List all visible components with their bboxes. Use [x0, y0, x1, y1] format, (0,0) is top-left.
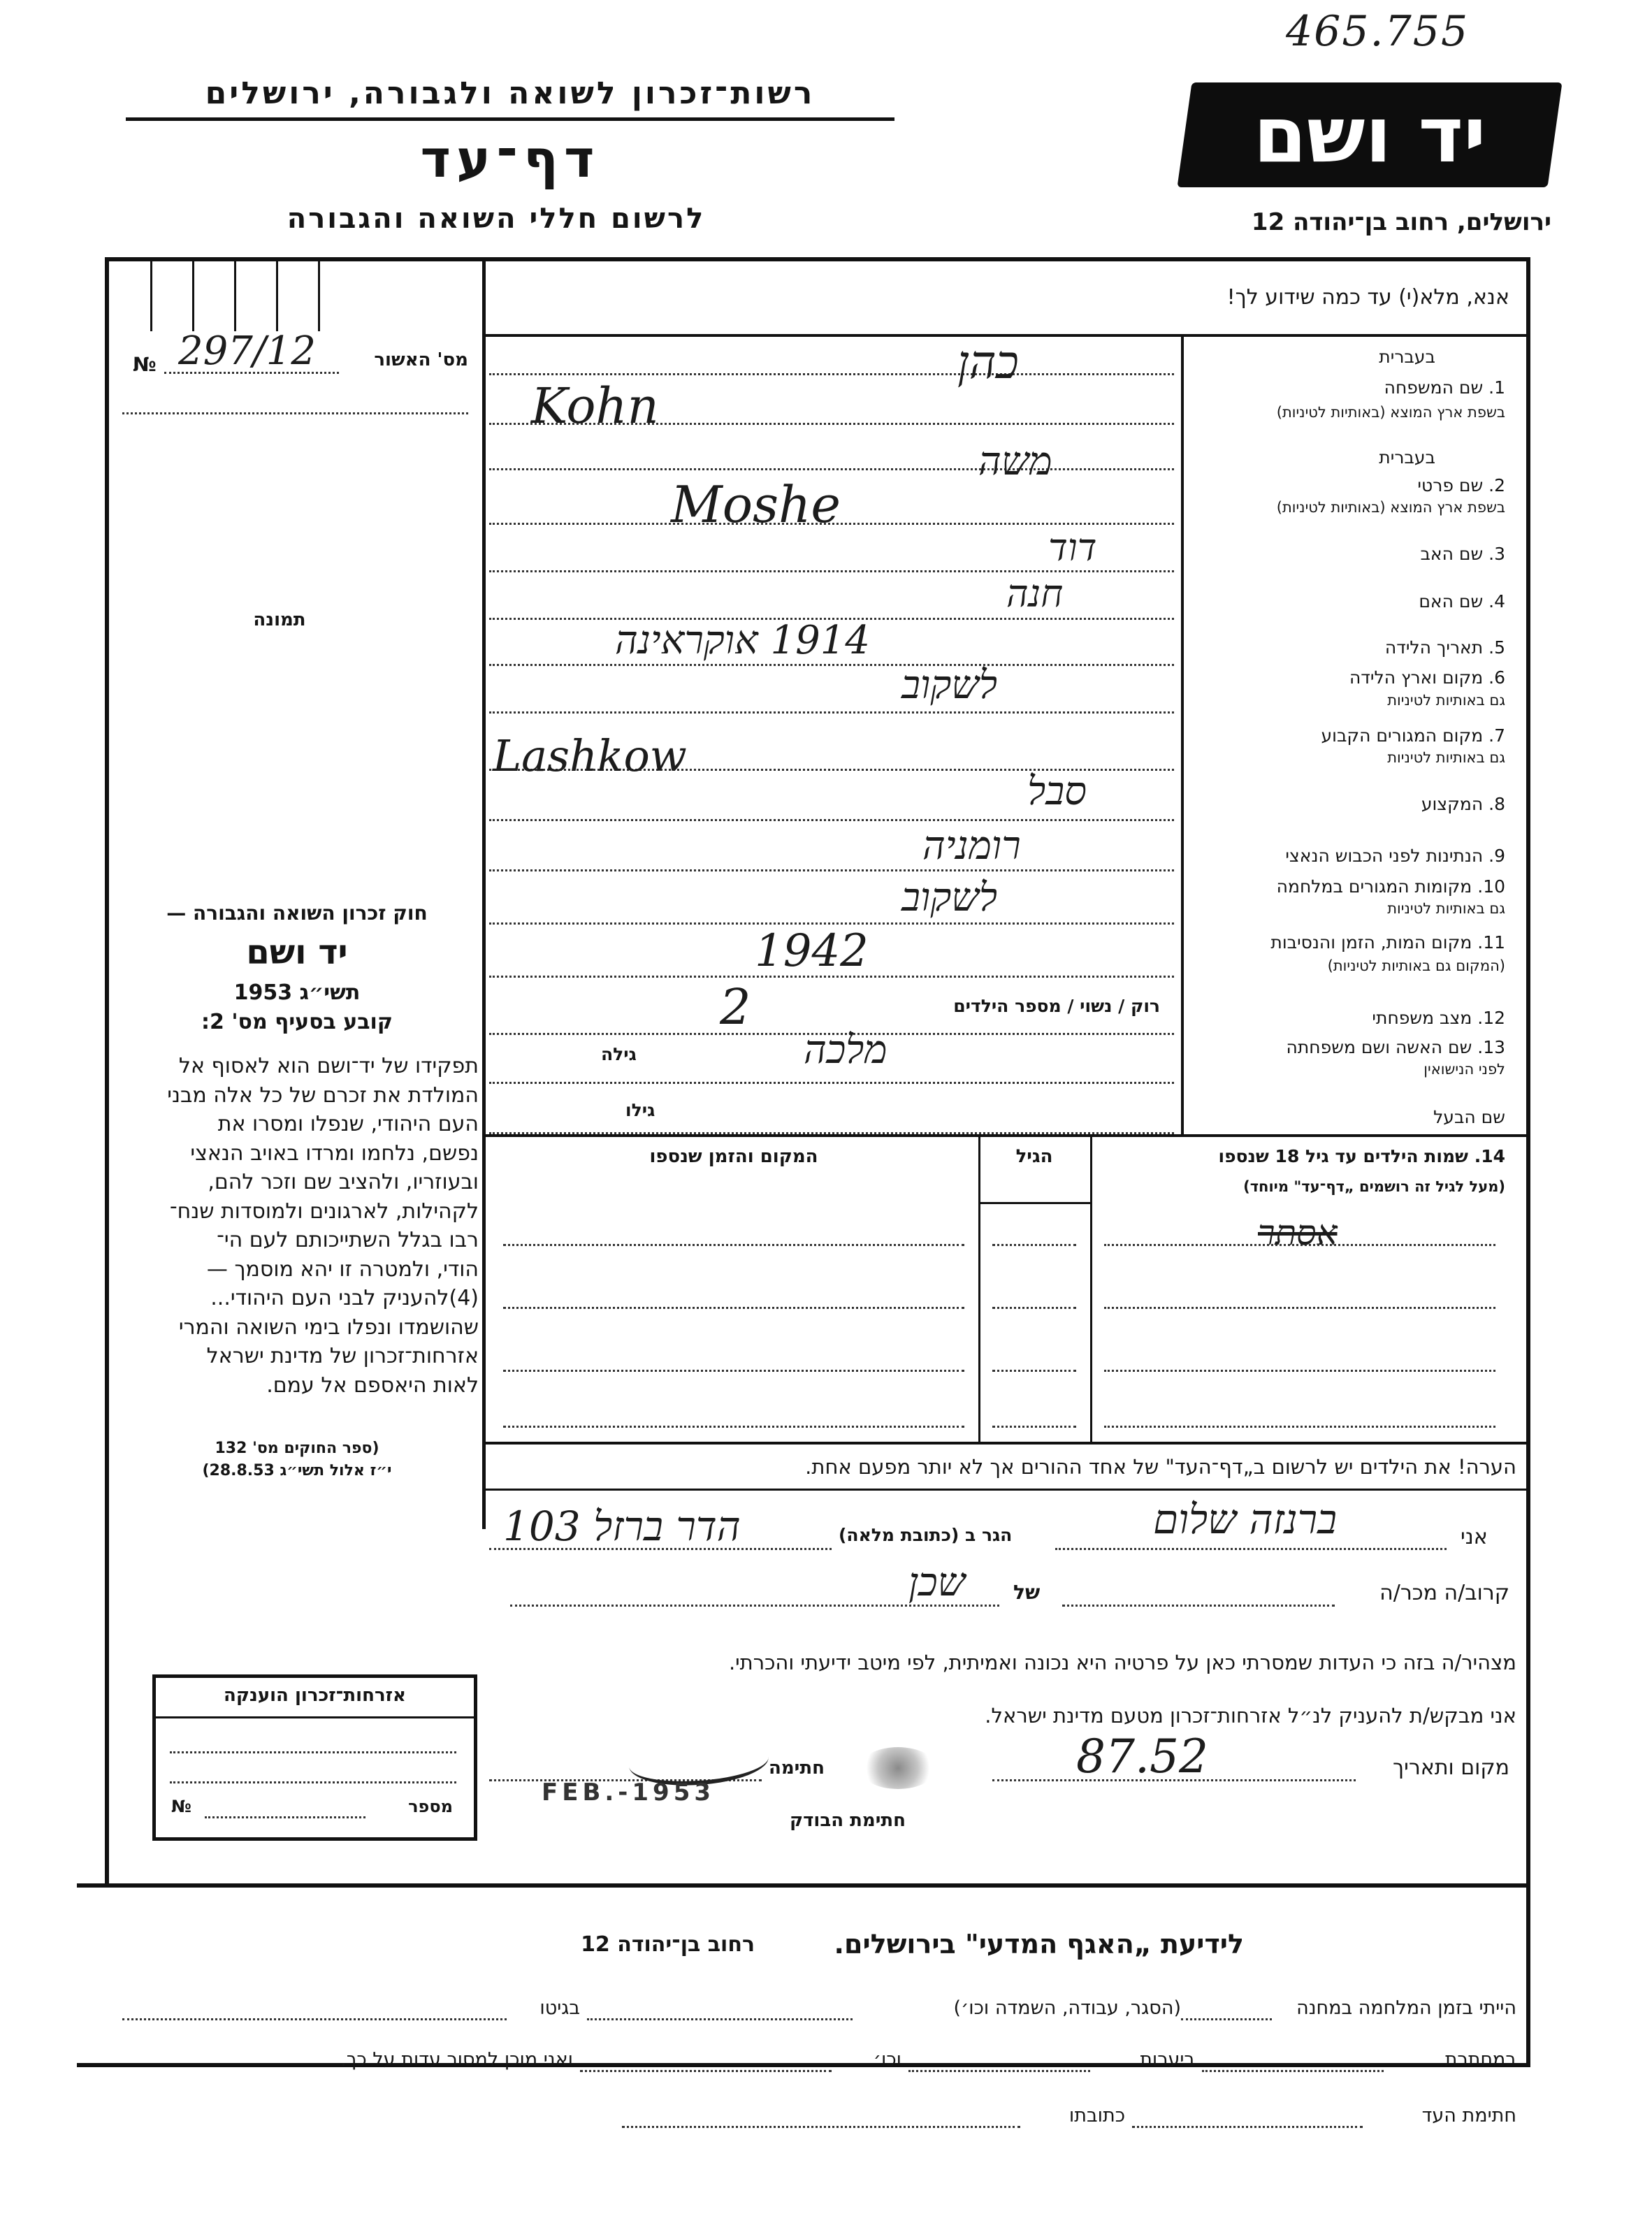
wartime-residence-value: לשקוב [901, 875, 998, 920]
children-label: 14. שמות הילדים עד גיל 18 שנספו [1218, 1146, 1505, 1166]
place-date-label: מקום ותאריך [1393, 1755, 1509, 1780]
note-text: הערה! את הילדים יש לרשום ב„דף־העד" של אחד ההורים אך לא יותר מפעם אחת. [805, 1455, 1516, 1479]
citizenship-box-title: אזרחות־זכרון הוענקה [224, 1685, 406, 1706]
law-heading: חוק זכרון השואה והגבורה — [166, 902, 428, 925]
field-6-label: 6. מקום וארץ הלידה [1349, 667, 1505, 688]
law-line: אזרחות־זכרון של מדינת ישראל [206, 1344, 479, 1368]
firstname-latin-value: Moshe [671, 475, 841, 534]
law-line: נפשם, נלחמו ומרדו באויב הנאצי [190, 1141, 479, 1166]
children-count-value: 2 [720, 978, 751, 1036]
field-7-sub: גם באותיות לטיניות [1387, 749, 1505, 766]
label-column-divider [1181, 334, 1184, 1134]
law-clause: קובע בסעיף מס' 2: [201, 1010, 393, 1034]
law-line: לאות היאספם אל עמם. [266, 1373, 479, 1398]
law-line: ובעוזריו, ולהציב שם וזכר להם, [208, 1170, 479, 1194]
answer-line [489, 664, 1174, 666]
field-4-label: 4. שם האם [1419, 591, 1505, 611]
law-line: לקהילות, לארגונים ולמוסדות שנח־ [169, 1199, 479, 1224]
relative-label: קרוב/ה מכר/ה [1379, 1581, 1509, 1605]
address-line: ירושלים, רחוב בן־יהודה 12 [1251, 208, 1551, 236]
form-title: דף־עד [420, 129, 600, 189]
signature-smudge [860, 1747, 936, 1789]
law-line: העם היהודי, שנפלו ומסרו את [217, 1112, 479, 1136]
ghetto-label: בגיטו [539, 1997, 580, 2019]
death-year-value: 1942 [755, 925, 869, 977]
camp-types: (הסגר, עבודה, השמדה וכו׳) [953, 1997, 1181, 2019]
form-subtitle: לרשום חללי השואה והגבורה [287, 203, 706, 235]
note-rule [486, 1442, 1527, 1445]
underground-line [1202, 2070, 1384, 2072]
etc-label: וכו׳ [873, 2049, 901, 2071]
surname-latin-value: Kohn [531, 377, 659, 435]
law-name: יד ושם [246, 933, 348, 972]
birth-date-value: 1914 אוקראינה [615, 618, 871, 663]
children-col-1 [1090, 1134, 1092, 1442]
law-line: רבו בגלל השתייכותם לעם הי־ [217, 1228, 479, 1252]
children-row-line [992, 1370, 1076, 1372]
field-9-label: 9. הנתינות לפני הכבוש הנאצי [1285, 846, 1505, 866]
children-col-place: המקום והזמן שנספו [649, 1146, 818, 1167]
mother-name-value: חנה [1006, 572, 1064, 616]
answer-line [489, 819, 1174, 821]
field-11-label: 11. מקום המות, הזמן והנסיבות [1270, 932, 1505, 953]
testimony-label: ואני מוכן למסור עדות על כך. [340, 2049, 573, 2071]
approval-grid [108, 261, 482, 331]
answer-line [489, 922, 1174, 925]
field-10-sub: גם באותיות לטיניות [1387, 900, 1505, 917]
bottom-title: לידיעת „האגף המדעי" בירושלים. [834, 1929, 1244, 1960]
children-header-rule [978, 1202, 1090, 1204]
witness-address-label: כתובתו [1068, 2105, 1125, 2127]
field-2-sub: בשפת ארץ המוצא (באותיות לטיניות) [1276, 499, 1505, 516]
child-name-value: אסתר [1258, 1212, 1338, 1253]
declare-line: מצהיר/ה בזה כי העדות שמסרתי כאן על פרטיה היא נכונה ואמיתית, לפי מיטב ידיעתי והכרתי. [728, 1651, 1516, 1674]
children-table-top [486, 1134, 1527, 1137]
of-value: שכן [908, 1560, 966, 1605]
frame-right [1526, 257, 1530, 2067]
field-6-sub: גם באותיות לטיניות [1387, 692, 1505, 709]
children-col-age: הגיל [1015, 1146, 1053, 1167]
witness-address-line [622, 2126, 1020, 2128]
approval-prefix: № [133, 353, 157, 376]
children-row-line [992, 1244, 1076, 1246]
answer-line [489, 869, 1174, 871]
header-rule [126, 117, 894, 121]
field-11-sub: (המקום גם באותיות לטיניות) [1327, 957, 1505, 974]
field-1-sub: בשפת ארץ המוצא (באותיות לטיניות) [1276, 404, 1505, 421]
children-col-2 [978, 1134, 980, 1442]
signature-label: חתימה [769, 1758, 825, 1779]
left-column-divider [482, 257, 486, 1529]
law-line: הודי, ולמטרה זו יהא מוסמך — [206, 1257, 479, 1282]
frame-left [105, 257, 109, 1887]
wife-age-label: גילה [601, 1044, 637, 1064]
field-5-label: 5. תאריך הלידה [1384, 637, 1505, 658]
checker-signature-label: חתימת הבודק [790, 1810, 906, 1831]
archive-number: 465.755 [1286, 7, 1470, 56]
law-ref-2: י״ז אלול תשי״ג 28.8.53) [202, 1462, 392, 1479]
children-row-line [1104, 1426, 1495, 1428]
approval-label: מס' האשור [374, 349, 468, 370]
citizenship-number-label: מספר [408, 1797, 453, 1816]
camp-line-2 [587, 2018, 853, 2020]
citizenship-value: רומניה [922, 823, 1021, 869]
field-12-label: 12. מצב משפחתי [1372, 1008, 1505, 1028]
declarant-i-label: אני [1461, 1525, 1488, 1549]
children-row-line [503, 1370, 964, 1372]
field-3-label: 3. שם האב [1420, 544, 1505, 564]
photo-label: תמונה [253, 609, 306, 630]
forests-label: ביערות [1140, 2049, 1195, 2071]
law-body [115, 1052, 479, 1400]
date-stamp: FEB.-1953 [542, 1779, 716, 1807]
field-8-label: 8. המקצוע [1421, 794, 1505, 814]
marital-options: רוק / נשוי / מספר הילדים [953, 996, 1160, 1016]
approval-underline [122, 412, 468, 414]
children-row-line [1104, 1370, 1495, 1372]
birth-place-value: לשקוב [901, 663, 998, 708]
answer-line [489, 468, 1174, 470]
children-row-line [992, 1426, 1076, 1428]
children-sub: (מעל לגיל זה רושמים „דף־עד" מיוחד) [1243, 1178, 1505, 1195]
camp-line [1181, 2018, 1272, 2020]
approval-dotted-line [164, 372, 339, 374]
husband-label: שם הבעל [1433, 1107, 1505, 1127]
bottom-address: רחוב בן־יהודה 12 [581, 1932, 755, 1957]
residence-latin-value: Lashkow [493, 730, 687, 781]
field-10-label: 10. מקומות המגורים במלחמה [1276, 876, 1505, 897]
of-label: של [1013, 1581, 1041, 1604]
field-7-label: 7. מקום המגורים הקבוע [1321, 725, 1505, 746]
children-row-line [503, 1307, 964, 1309]
field-13-sub: לפני הנישואין [1423, 1061, 1505, 1078]
law-line: המולדת את זכרם של כל אלה מבני [167, 1083, 479, 1108]
witness-signature-label: חתימת העד [1421, 2105, 1516, 2127]
husband-age-label: גילו [625, 1100, 655, 1120]
children-row-line [503, 1244, 964, 1246]
declarant-name-line [1055, 1548, 1447, 1550]
law-line: שהושמדו ונפלו בימי השואה והמרי [178, 1315, 479, 1340]
field-1-label: 1. שם המשפחה [1384, 377, 1505, 398]
yad-vashem-logo [1177, 82, 1562, 187]
witness-signature-line [1132, 2126, 1363, 2128]
forests-line [908, 2070, 1090, 2072]
note-bottom-rule [486, 1489, 1527, 1491]
etc-line [580, 2070, 832, 2072]
children-row-line [992, 1307, 1076, 1309]
surname-hebrew-value: כהן [957, 335, 1019, 389]
citizenship-number-prefix: № [171, 1797, 191, 1816]
father-name-value: דוד [1048, 526, 1097, 570]
answer-line [489, 1082, 1174, 1084]
law-year: תשי״ג 1953 [233, 980, 361, 1005]
place-date-value: 87.52 [1076, 1730, 1208, 1783]
approval-number-value: 297/12 [178, 328, 317, 374]
wife-name-value: מלכה [804, 1027, 887, 1073]
relative-line [1062, 1605, 1335, 1607]
law-ref-1: (ספר החוקים מס' 132 [215, 1440, 379, 1457]
declarant-address-value: הדר ברזל 103 [503, 1503, 741, 1550]
logo-text: יד ושם [1253, 90, 1486, 180]
answer-line [489, 711, 1174, 714]
field-2-label: 2. שם פרטי [1417, 475, 1505, 495]
underground-label: במחתרת [1444, 2049, 1516, 2071]
answer-line [489, 373, 1174, 375]
occupation-value: סבל [1027, 769, 1087, 814]
children-row-line [1104, 1307, 1495, 1309]
declarant-name-value: ברנזה שלום [1153, 1496, 1338, 1543]
declarant-address-label: הגר ב (כתובת מלאה) [839, 1525, 1013, 1545]
firstname-hebrew-value: משה [978, 439, 1052, 484]
citizenship-box [152, 1674, 477, 1841]
answer-line [489, 570, 1174, 572]
request-line: אני מבקש/ת להעניק לנ״ל אזרחות־זכרון מטעם מדינת ישראל. [985, 1704, 1516, 1728]
org-line: רשות־זכרון לשואה ולגבורה, ירושלים [205, 75, 816, 111]
camp-label: הייתי בזמן המלחמה במחנה [1296, 1997, 1516, 2019]
law-line: תפקידו של יד־ושם הוא לאסוף אל [178, 1054, 479, 1078]
bottom-section-rule [77, 1883, 1530, 1888]
instruction-text: אנא, מלא(י) עד כמה שידוע לך! [1226, 285, 1509, 310]
field-13-label: 13. שם האשה ושם משפחתה [1286, 1037, 1505, 1057]
children-row-line [503, 1426, 964, 1428]
ghetto-line [122, 2018, 507, 2020]
law-line: (4)להעניק לבני העם היהודי... [210, 1286, 479, 1310]
field-2-hint: בעברית [1379, 447, 1435, 468]
field-1-hint: בעברית [1379, 347, 1435, 367]
